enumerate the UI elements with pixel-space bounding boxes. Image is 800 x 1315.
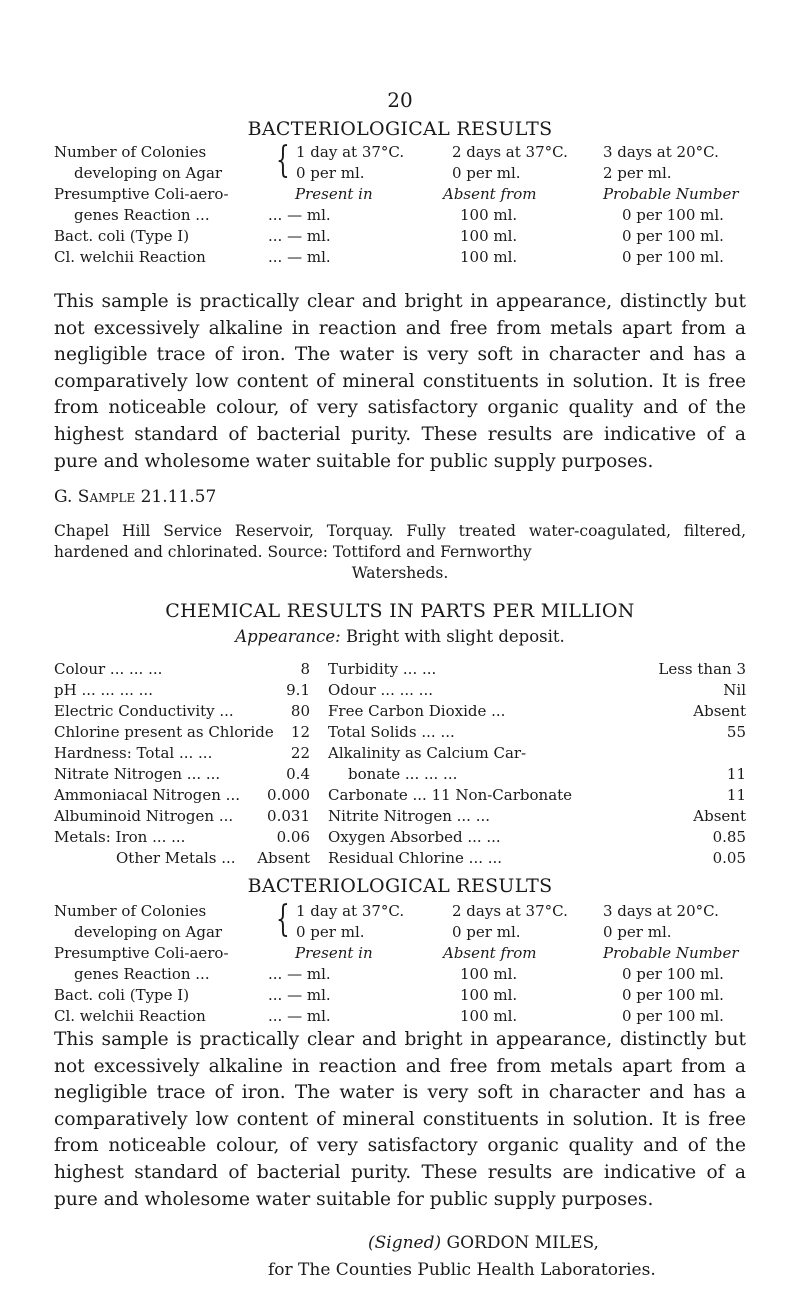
bact2-label: developing on Agar bbox=[74, 923, 223, 941]
signatory-organisation: for The Counties Public Health Laboratories. bbox=[268, 1260, 656, 1280]
bact2-c3: Probable Number bbox=[603, 944, 739, 962]
chem-label: Nitrite Nitrogen ... ... bbox=[328, 807, 491, 825]
bact1-row bbox=[54, 226, 754, 247]
bact1-heading: BACTERIOLOGICAL RESULTS bbox=[247, 118, 553, 140]
bact1-c1: Present in bbox=[295, 185, 373, 203]
chem-label: Chlorine present as Chloride bbox=[54, 723, 274, 741]
chem-left-row bbox=[54, 785, 312, 806]
bact1-c3: 0 per 100 ml. bbox=[622, 206, 724, 224]
chem-value: Nil bbox=[723, 681, 746, 699]
chem-right-row bbox=[328, 806, 746, 827]
bact2-label: Bact. coli (Type I) bbox=[54, 986, 190, 1004]
chem-value: 8 bbox=[300, 660, 310, 678]
chem-value: Absent bbox=[693, 702, 746, 720]
bact2-c3: 3 days at 20°C. bbox=[603, 902, 719, 920]
bact2-c1: ... — ml. bbox=[268, 986, 331, 1004]
chem-left-row bbox=[54, 659, 312, 680]
chem-label: Turbidity ... ... bbox=[328, 660, 437, 678]
bact2-c2: Absent from bbox=[443, 944, 537, 962]
chem-label: pH ... ... ... ... bbox=[54, 681, 153, 699]
chem-right-row bbox=[328, 680, 746, 701]
chem-value: 0.05 bbox=[712, 849, 746, 867]
bact2-c2: 0 per ml. bbox=[452, 923, 521, 941]
appearance-value: Bright with slight deposit. bbox=[346, 627, 565, 646]
bact1-label: Presumptive Coli-aero- bbox=[54, 185, 229, 203]
bact2-table bbox=[54, 901, 754, 1027]
sample-title: Sample bbox=[77, 487, 136, 507]
bact2-label: Number of Colonies bbox=[54, 902, 207, 920]
chem-left-row bbox=[54, 743, 312, 764]
chem-value: 55 bbox=[726, 723, 746, 741]
sample-description-text: Chapel Hill Service Reservoir, Torquay. Fully treated water-coagulated, filtered, hardened and chlorinated. Source: Tottiford and Fernworthy bbox=[54, 522, 746, 561]
bact1-c1: ... — ml. bbox=[268, 248, 331, 266]
bact2-row bbox=[54, 985, 754, 1006]
summary-paragraph-2: This sample is practically clear and bright in appearance, distinctly but not excessively alkaline in reaction and free from metals apart from a negligible trace of iron. The water is very soft in character and has a comparatively low content of mineral constituents in solution. It is free from noticeable colour, of very satisfactory organic quality and of the highest standard of bacterial purity. These results are indicative of a pure and wholesome water suitable for public supply purposes. bbox=[54, 1029, 746, 1210]
signatory-name: GORDON MILES, bbox=[446, 1233, 599, 1253]
bact2-c3: 0 per 100 ml. bbox=[622, 1007, 724, 1025]
bact2-c1: 0 per ml. bbox=[296, 923, 365, 941]
bact1-row bbox=[54, 205, 754, 226]
chem-label: Hardness: Total ... ... bbox=[54, 744, 213, 762]
chem-label: Electric Conductivity ... bbox=[54, 702, 234, 720]
sample-description-end: Watersheds. bbox=[351, 564, 449, 582]
brace-icon: { bbox=[276, 140, 290, 181]
chem-value: 0.000 bbox=[267, 786, 310, 804]
sample-description bbox=[54, 521, 746, 584]
bact1-row bbox=[54, 142, 754, 163]
chem-left-row bbox=[54, 827, 312, 848]
chem-left-row bbox=[54, 680, 312, 701]
bact2-row bbox=[54, 943, 754, 964]
bact1-c1: 1 day at 37°C. bbox=[296, 143, 405, 161]
signature-line bbox=[368, 1233, 599, 1253]
chem-label: Free Carbon Dioxide ... bbox=[328, 702, 506, 720]
chem-label: Odour ... ... ... bbox=[328, 681, 433, 699]
bact2-label: Presumptive Coli-aero- bbox=[54, 944, 229, 962]
bact1-row bbox=[54, 163, 754, 184]
sample-header bbox=[54, 487, 216, 507]
chem-label: Carbonate ... 11 Non-Carbonate bbox=[328, 786, 573, 804]
appearance-line bbox=[0, 627, 800, 646]
bact1-label: Cl. welchii Reaction bbox=[54, 248, 206, 266]
chem-value: 22 bbox=[290, 744, 310, 762]
summary-paragraph-1: This sample is practically clear and bright in appearance, distinctly but not excessively alkaline in reaction and free from metals apart from a negligible trace of iron. The water is very soft in character and has a comparatively low content of mineral constituents in solution. It is free from noticeable colour, of very satisfactory organic quality and of the highest standard of bacterial purity. These results are indicative of a pure and wholesome water suitable for public supply purposes. bbox=[54, 291, 746, 472]
bact1-c3: 2 per ml. bbox=[603, 164, 672, 182]
chemical-heading: CHEMICAL RESULTS IN PARTS PER MILLION bbox=[165, 600, 635, 622]
bact1-c3: 0 per 100 ml. bbox=[622, 248, 724, 266]
chem-value: Less than 3 bbox=[658, 660, 746, 678]
chem-label: Nitrate Nitrogen ... ... bbox=[54, 765, 221, 783]
chem-value: 80 bbox=[290, 702, 310, 720]
bact2-c1: Present in bbox=[295, 944, 373, 962]
bact1-c1: ... — ml. bbox=[268, 227, 331, 245]
sample-letter: G. bbox=[54, 487, 73, 507]
chem-right-row bbox=[328, 659, 746, 680]
chem-label: Alkalinity as Calcium Car- bbox=[328, 744, 527, 762]
signed-label: (Signed) bbox=[368, 1233, 442, 1253]
chem-value: 11 bbox=[726, 765, 746, 783]
bact1-c2: Absent from bbox=[443, 185, 537, 203]
bact1-c3: 3 days at 20°C. bbox=[603, 143, 719, 161]
bact2-c1: 1 day at 37°C. bbox=[296, 902, 405, 920]
chem-value: 0.031 bbox=[267, 807, 310, 825]
chem-label: Albuminoid Nitrogen ... bbox=[54, 807, 234, 825]
chem-left-row bbox=[54, 764, 312, 785]
chem-value: 11 bbox=[726, 786, 746, 804]
appearance-label: Appearance: bbox=[235, 627, 341, 646]
chem-right-row bbox=[328, 701, 746, 722]
bact1-c2: 100 ml. bbox=[460, 206, 518, 224]
page-number: 20 bbox=[387, 88, 413, 112]
chem-label: Metals: Iron ... ... bbox=[54, 828, 186, 846]
brace-icon: { bbox=[276, 899, 290, 940]
bact1-label: developing on Agar bbox=[74, 164, 223, 182]
chem-label: bonate ... ... ... bbox=[348, 765, 458, 783]
bact2-label: genes Reaction ... bbox=[74, 965, 210, 983]
chemical-right-column bbox=[328, 659, 746, 869]
bact1-label: Bact. coli (Type I) bbox=[54, 227, 190, 245]
chem-right-row bbox=[328, 722, 746, 743]
chem-value: 9.1 bbox=[286, 681, 310, 699]
bact2-label: Cl. welchii Reaction bbox=[54, 1007, 206, 1025]
chem-left-row bbox=[54, 806, 312, 827]
chem-left-row bbox=[54, 701, 312, 722]
bact2-c2: 100 ml. bbox=[460, 1007, 518, 1025]
bact1-c2: 0 per ml. bbox=[452, 164, 521, 182]
chem-right-row bbox=[328, 743, 746, 764]
bact2-c2: 100 ml. bbox=[460, 965, 518, 983]
bact1-row bbox=[54, 247, 754, 268]
bact1-c3: Probable Number bbox=[603, 185, 739, 203]
bact1-label: Number of Colonies bbox=[54, 143, 207, 161]
bact2-c1: ... — ml. bbox=[268, 965, 331, 983]
chem-value: Absent bbox=[693, 807, 746, 825]
chem-left-row bbox=[54, 722, 312, 743]
sample-date: 21.11.57 bbox=[140, 487, 217, 507]
bact1-c2: 100 ml. bbox=[460, 227, 518, 245]
bact2-c3: 0 per 100 ml. bbox=[622, 986, 724, 1004]
chem-value: 0.4 bbox=[286, 765, 310, 783]
chem-label: Total Solids ... ... bbox=[328, 723, 455, 741]
bact2-heading: BACTERIOLOGICAL RESULTS bbox=[247, 875, 553, 897]
chem-value: Absent bbox=[257, 849, 310, 867]
bact1-label: genes Reaction ... bbox=[74, 206, 210, 224]
bact1-c2: 2 days at 37°C. bbox=[452, 143, 568, 161]
bact1-c3: 0 per 100 ml. bbox=[622, 227, 724, 245]
chem-right-row bbox=[328, 764, 746, 785]
bact1-row bbox=[54, 184, 754, 205]
bact1-table bbox=[54, 142, 754, 268]
bact2-c3: 0 per 100 ml. bbox=[622, 965, 724, 983]
bact1-c1: 0 per ml. bbox=[296, 164, 365, 182]
chem-right-row bbox=[328, 848, 746, 869]
chem-value: 0.06 bbox=[276, 828, 310, 846]
chemical-left-column bbox=[54, 659, 312, 869]
chem-label: Colour ... ... ... bbox=[54, 660, 163, 678]
chem-value: 12 bbox=[290, 723, 310, 741]
bact1-c1: ... — ml. bbox=[268, 206, 331, 224]
chem-label: Other Metals ... bbox=[116, 849, 236, 867]
chem-label: Residual Chlorine ... ... bbox=[328, 849, 503, 867]
bact2-c3: 0 per ml. bbox=[603, 923, 672, 941]
bact2-c1: ... — ml. bbox=[268, 1007, 331, 1025]
chem-right-row bbox=[328, 785, 746, 806]
chem-value: 0.85 bbox=[712, 828, 746, 846]
bact2-c2: 2 days at 37°C. bbox=[452, 902, 568, 920]
chem-label: Oxygen Absorbed ... ... bbox=[328, 828, 501, 846]
bact2-c2: 100 ml. bbox=[460, 986, 518, 1004]
bact2-row bbox=[54, 1006, 754, 1027]
chem-right-row bbox=[328, 827, 746, 848]
chem-left-row bbox=[54, 848, 312, 869]
bact1-c2: 100 ml. bbox=[460, 248, 518, 266]
bact2-row bbox=[54, 901, 754, 922]
bact2-row bbox=[54, 964, 754, 985]
chem-label: Ammoniacal Nitrogen ... bbox=[54, 786, 240, 804]
bact2-row bbox=[54, 922, 754, 943]
